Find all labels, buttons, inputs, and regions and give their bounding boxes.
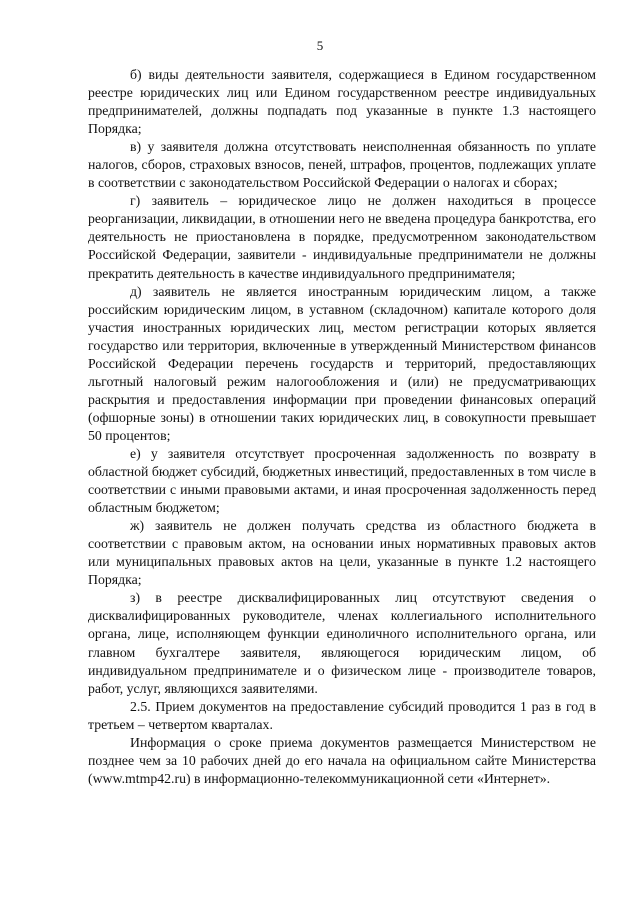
paragraph-g: г) заявитель – юридическое лицо не должен находиться в процессе реорганизации, ликвидации, в отношении него не введена процедура банкротства, его деятельность не приостановлена в порядке, предусмотренном законодательством Российской Федерации, заявители - индивидуальные предприниматели не должны прекратить деятельность в качестве индивидуального предпринимателя; xyxy=(88,193,596,281)
paragraph-zh: ж) заявитель не должен получать средства из областного бюджета в соответствии с правовым актом, на основании иных нормативных правовых актов или муниципальных правовых актов на цели, указанные в пункте 1.2 настоящего Порядка; xyxy=(88,518,596,588)
document-body xyxy=(88,66,596,788)
paragraph-2-5: 2.5. Прием документов на предоставление субсидий проводится 1 раз в год в третьем – четвертом кварталах. xyxy=(88,698,596,732)
paragraph-d: д) заявитель не является иностранным юридическим лицом, а также российским юридическим лицом, в уставном (складочном) капитале которого доля участия иностранных юридических лиц, местом регистрации которых является государство или территория, включенные в утвержденный Министерством финансов Российской Федерации перечень государств и территорий, предоставляющих льготный налоговый режим налогообложения и (или) не предусматривающих раскрытия и предоставления информации при проведении финансовых операций (офшорные зоны) в отношении таких юридических лиц, в совокупности превышает 50 процентов; xyxy=(88,283,596,443)
page-number: 5 xyxy=(316,38,324,53)
paragraph-info: Информация о сроке приема документов размещается Министерством не позднее чем за 10 рабочих дней до его начала на официальном сайте Министерства (www.mtmp42.ru) в информационно-телекоммуникационной сети «Интернет». xyxy=(88,734,596,786)
paragraph-z: з) в реестре дисквалифицированных лиц отсутствуют сведения о дисквалифицированных руководителе, членах коллегиального исполнительного органа, лице, исполняющем функции единоличного исполнительного органа, или главном бухгалтере заявителя, являющегося юридическим лицом, об индивидуальном предпринимателе и о физическом лице - производителе товаров, работ, услуг, являющихся заявителями. xyxy=(88,590,596,696)
paragraph-v: в) у заявителя должна отсутствовать неисполненная обязанность по уплате налогов, сборов, страховых взносов, пеней, штрафов, процентов, подлежащих уплате в соответствии с законодательством Российской Федерации о налогах и сборах; xyxy=(88,139,596,191)
paragraph-b: б) виды деятельности заявителя, содержащиеся в Едином государственном реестре юридических лиц или Едином государственном реестре индивидуальных предпринимателей, должны подпадать под указанные в пункте 1.3 настоящего Порядка; xyxy=(88,67,596,137)
paragraph-e: е) у заявителя отсутствует просроченная задолженность по возврату в областной бюджет субсидий, бюджетных инвестиций, предоставленных в том числе в соответствии с иными правовыми актами, и иная просроченная задолженность перед областным бюджетом; xyxy=(88,445,596,516)
